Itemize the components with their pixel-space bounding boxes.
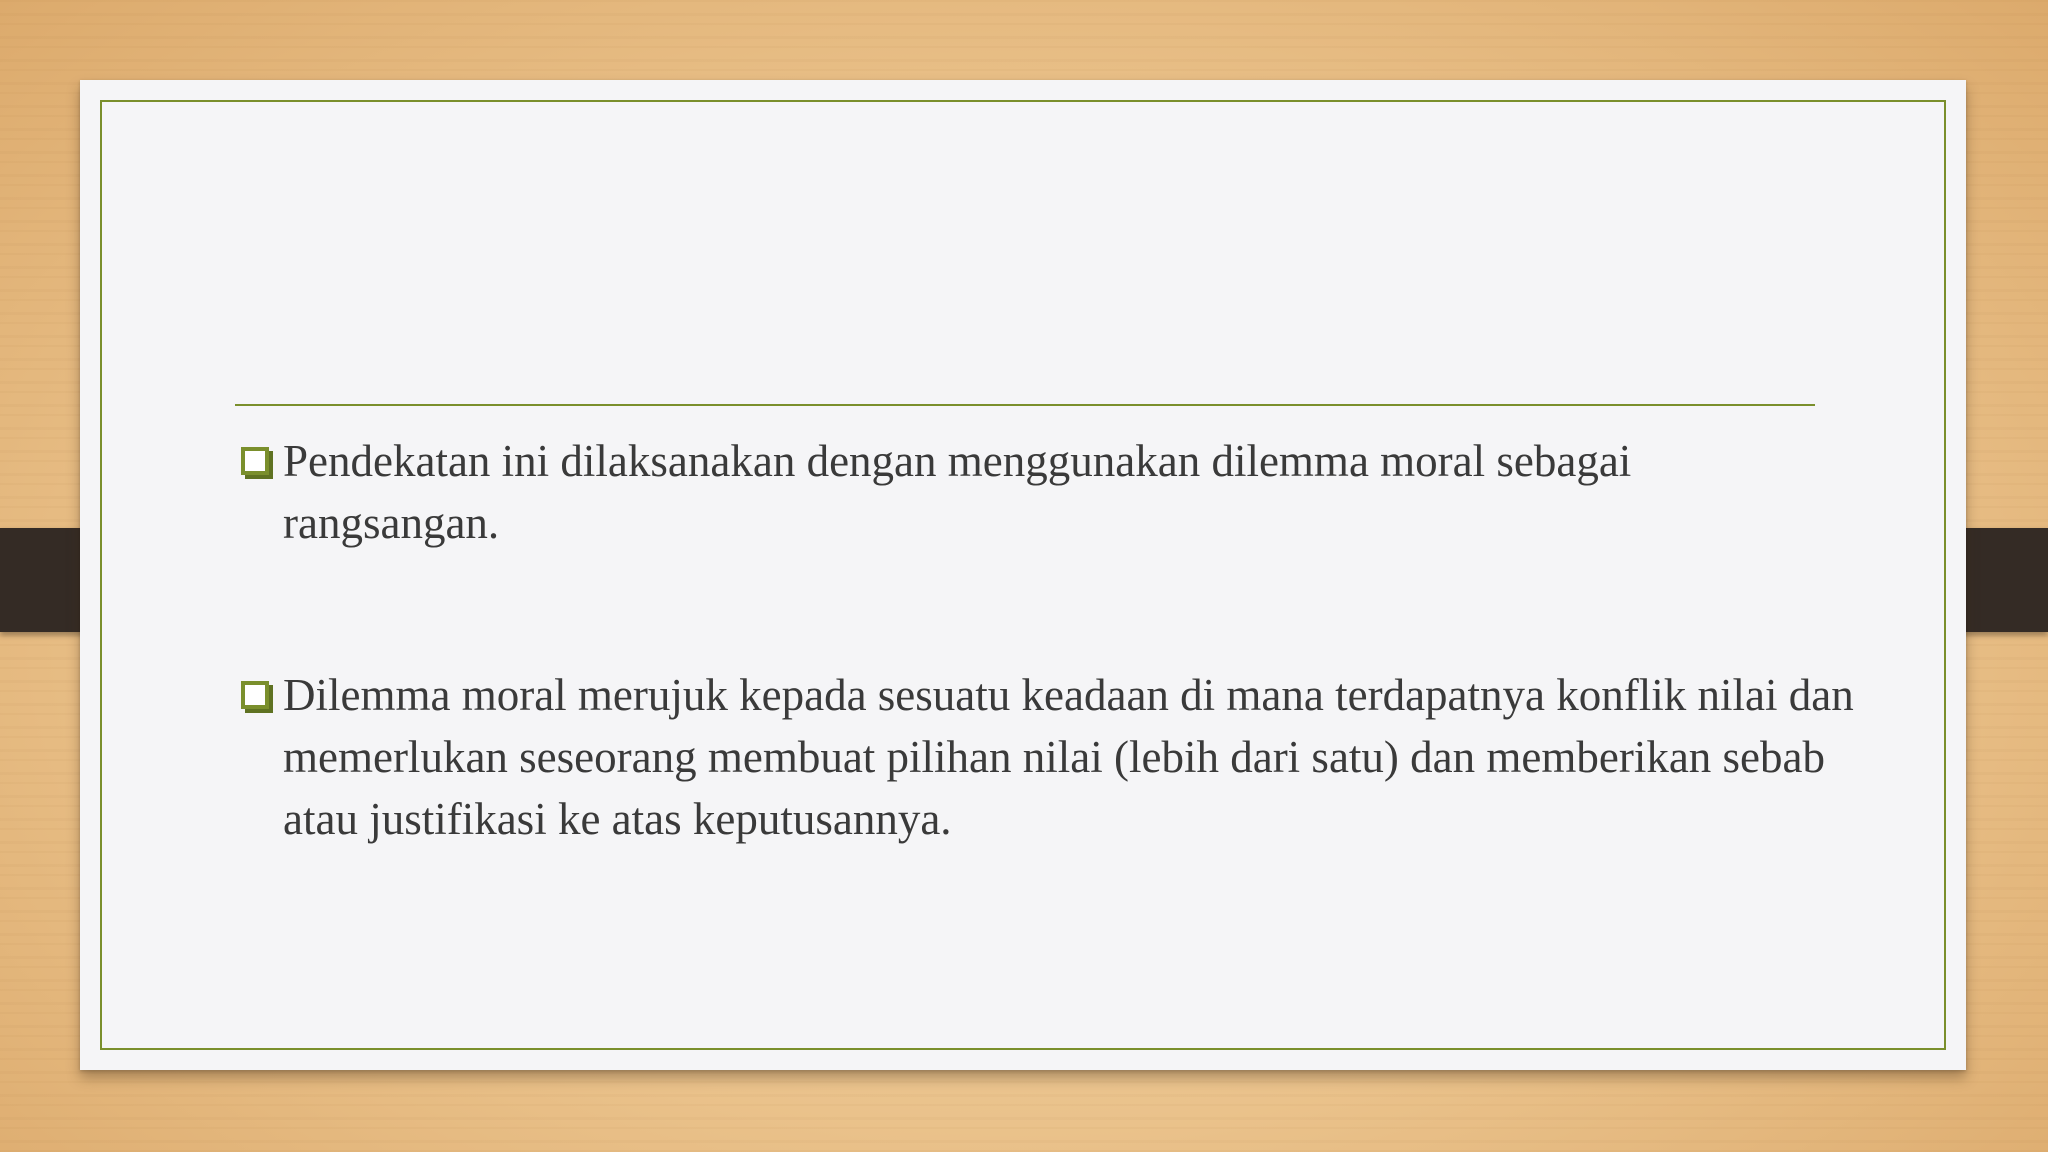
bullet-item — [237, 430, 1857, 554]
bullet-text: Pendekatan ini dilaksanakan dengan menggunakan dilemma moral sebagai rangsangan. — [283, 436, 1632, 548]
checkbox-bullet-icon — [241, 681, 269, 709]
bullet-item — [237, 664, 1857, 850]
slide-card — [80, 80, 1966, 1070]
bullet-list — [237, 430, 1857, 960]
title-divider-line — [235, 404, 1815, 406]
checkbox-bullet-icon — [241, 447, 269, 475]
bullet-text: Dilemma moral merujuk kepada sesuatu keadaan di mana terdapatnya konflik nilai dan memerlukan seseorang membuat pilihan nilai (lebih dari satu) dan memberikan sebab atau justifikasi ke atas keputusannya. — [283, 670, 1854, 844]
